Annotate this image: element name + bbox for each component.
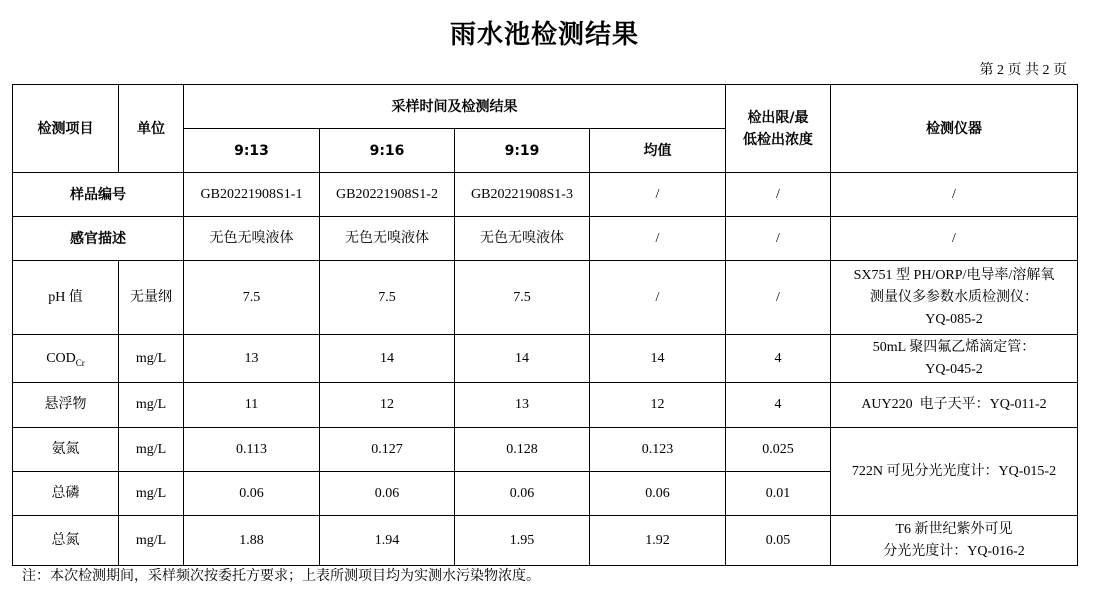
cell-value: GB20221908S1-1	[184, 173, 320, 217]
instrument-line: 722N 可见分光光度计：YQ-015-2	[851, 463, 1057, 479]
cell-instrument	[831, 217, 1078, 261]
cell-limit: /	[726, 217, 831, 261]
row-label: pH 值	[13, 261, 119, 335]
cell-value: 0.06	[320, 472, 455, 516]
cell-unit: mg/L	[119, 472, 184, 516]
cell-unit: mg/L	[119, 335, 184, 383]
cell-value: 无色无嗅液体	[320, 217, 455, 261]
cell-limit: 0.05	[726, 516, 831, 566]
header-mean: 均值	[590, 129, 726, 173]
table-row	[13, 516, 1078, 566]
header-sampling-group: 采样时间及检测结果	[184, 85, 726, 129]
cell-value: 7.5	[184, 261, 320, 335]
cell-limit: /	[726, 261, 831, 335]
cell-limit: 4	[726, 383, 831, 428]
header-row	[13, 85, 1078, 129]
row-label	[13, 335, 119, 383]
cell-value: 无色无嗅液体	[184, 217, 320, 261]
cell-mean: 0.123	[590, 428, 726, 472]
cell-value: 14	[455, 335, 590, 383]
cell-mean: /	[590, 173, 726, 217]
row-label: 氨氮	[13, 428, 119, 472]
header-limit-line: 低检出浓度	[743, 131, 813, 148]
cell-limit: /	[726, 173, 831, 217]
header-instrument: 检测仪器	[831, 85, 1078, 173]
header-time: 9:19	[455, 129, 590, 173]
instrument-line: SX751 型 PH/ORP/电导率/溶解氧	[853, 267, 1055, 283]
cell-mean: 14	[590, 335, 726, 383]
row-label-main: COD	[46, 350, 76, 366]
cell-value: 1.95	[455, 516, 590, 566]
row-label: 总磷	[13, 472, 119, 516]
cell-limit: 0.01	[726, 472, 831, 516]
cell-instrument	[831, 261, 1078, 335]
row-label: 总氮	[13, 516, 119, 566]
instrument-line: AUY220 电子天平：YQ-011-2	[861, 397, 1047, 412]
cell-value: 0.113	[184, 428, 320, 472]
cell-value: 11	[184, 383, 320, 428]
table-row	[13, 173, 1078, 217]
cell-instrument	[831, 428, 1078, 516]
cell-value: 0.06	[184, 472, 320, 516]
cell-value: 7.5	[455, 261, 590, 335]
cell-instrument	[831, 173, 1078, 217]
cell-unit: mg/L	[119, 428, 184, 472]
table-row	[13, 428, 1078, 472]
cell-value: 7.5	[320, 261, 455, 335]
header-limit-line: 检出限/最	[747, 109, 809, 126]
cell-value: 14	[320, 335, 455, 383]
instrument-line: YQ-045-2	[925, 361, 983, 377]
results-table	[12, 84, 1078, 566]
instrument-line: /	[952, 230, 956, 246]
table-row	[13, 335, 1078, 383]
cell-value: 1.88	[184, 516, 320, 566]
cell-unit: mg/L	[119, 383, 184, 428]
cell-limit: 4	[726, 335, 831, 383]
cell-value: 无色无嗅液体	[455, 217, 590, 261]
cell-value: 0.128	[455, 428, 590, 472]
instrument-line: 测量仪多参数水质检测仪：	[870, 289, 1038, 305]
table-row	[13, 217, 1078, 261]
cell-value: GB20221908S1-2	[320, 173, 455, 217]
instrument-line: T6 新世纪紫外可见	[895, 521, 1013, 537]
cell-value: 13	[184, 335, 320, 383]
table-row	[13, 261, 1078, 335]
footnote: 注：本次检测期间，采样频次按委托方要求；上表所测项目均为实测水污染物浓度。	[22, 569, 540, 584]
instrument-line: YQ-085-2	[925, 311, 983, 327]
cell-mean: 0.06	[590, 472, 726, 516]
cell-limit: 0.025	[726, 428, 831, 472]
row-label: 感官描述	[13, 217, 184, 261]
row-label: 悬浮物	[13, 383, 119, 428]
cell-value: GB20221908S1-3	[455, 173, 590, 217]
cell-instrument	[831, 516, 1078, 566]
document-title: 雨水池检测结果	[449, 20, 639, 50]
cell-value: 12	[320, 383, 455, 428]
cell-value: 0.06	[455, 472, 590, 516]
cell-mean: /	[590, 261, 726, 335]
cell-mean: /	[590, 217, 726, 261]
header-time: 9:16	[320, 129, 455, 173]
instrument-line: /	[952, 186, 956, 202]
cell-instrument	[831, 335, 1078, 383]
header-item: 检测项目	[13, 85, 119, 173]
header-limit	[726, 85, 831, 173]
table-row	[13, 383, 1078, 428]
cell-unit: 无量纲	[119, 261, 184, 335]
row-label-subscript: Cr	[75, 357, 85, 368]
cell-unit: mg/L	[119, 516, 184, 566]
cell-value: 13	[455, 383, 590, 428]
instrument-line: 50mL 聚四氟乙烯滴定管：	[872, 339, 1036, 355]
row-label: 样品编号	[13, 173, 184, 217]
header-unit: 单位	[119, 85, 184, 173]
header-time: 9:13	[184, 129, 320, 173]
cell-instrument	[831, 383, 1078, 428]
page-number: 第 2 页 共 2 页	[979, 63, 1067, 78]
instrument-line: 分光光度计：YQ-016-2	[883, 543, 1025, 559]
cell-mean: 12	[590, 383, 726, 428]
cell-value: 0.127	[320, 428, 455, 472]
cell-value: 1.94	[320, 516, 455, 566]
cell-mean: 1.92	[590, 516, 726, 566]
